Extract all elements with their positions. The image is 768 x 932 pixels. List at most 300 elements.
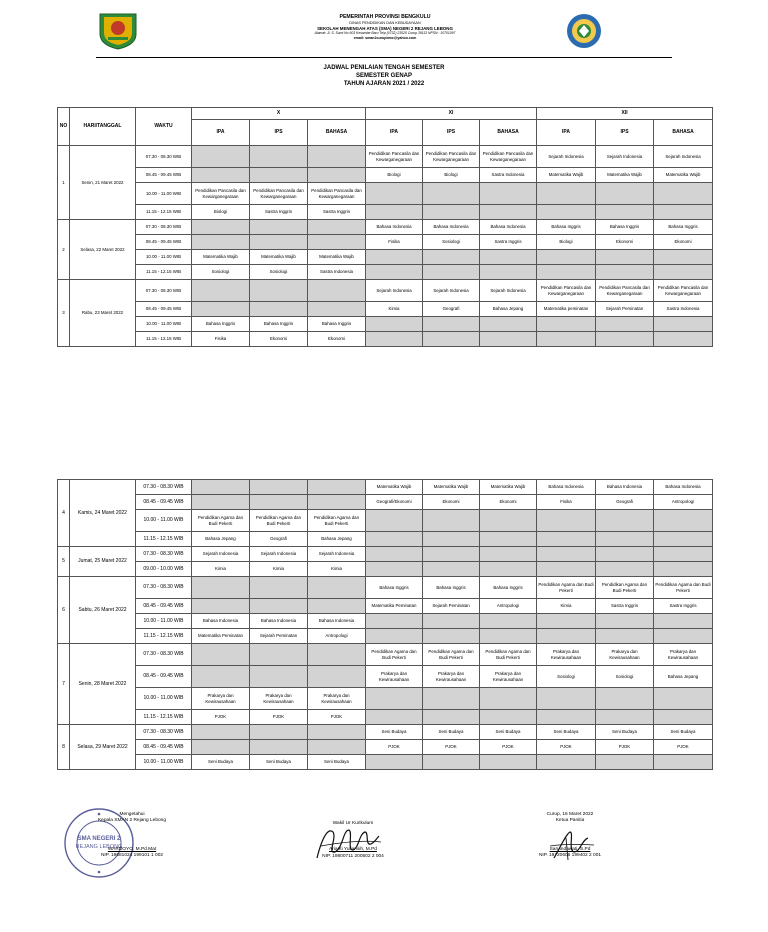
empty-slot [480, 317, 537, 332]
subject-cell: Biologi [366, 168, 423, 183]
header-no: NO [58, 108, 70, 146]
empty-slot [654, 317, 713, 332]
header-stream: IPA [537, 120, 596, 146]
empty-slot [192, 666, 250, 688]
subject-cell: Bahasa Indonesia [423, 220, 480, 235]
table-row [58, 629, 713, 644]
day-number: 7 [58, 644, 70, 725]
subject-cell: PJOK [192, 710, 250, 725]
empty-slot [654, 688, 713, 710]
empty-slot [192, 146, 250, 168]
subject-cell: Pendidikan Pancasila dan Kewarganegaraan [308, 183, 366, 205]
subject-cell: Geografi [423, 302, 480, 317]
subject-cell: Ekonomi [423, 495, 480, 510]
signature-role: Kepala SMAN 2 Rejang Lebong [97, 818, 166, 824]
subject-cell: Bahasa Inggris [423, 577, 480, 599]
header-class-xii: XII [537, 108, 713, 120]
letterhead [0, 8, 768, 58]
empty-slot [366, 562, 423, 577]
table-row [58, 220, 713, 235]
signatory-name: Arianti Yuliansih, M.Pd [329, 847, 377, 853]
empty-slot [308, 599, 366, 614]
subject-cell: Ekonomi [250, 332, 308, 347]
time-slot: 10.00 - 11.00 WIB [136, 688, 192, 710]
time-slot: 11.15 - 12.15 WIB [136, 332, 192, 347]
svg-text:REJANG LEBONG: REJANG LEBONG [75, 844, 123, 850]
signature-label: Mengetahui [119, 812, 145, 817]
empty-slot [192, 644, 250, 666]
empty-slot [654, 332, 713, 347]
empty-slot [654, 547, 713, 562]
subject-cell: Biologi [192, 205, 250, 220]
empty-slot [250, 666, 308, 688]
subject-cell: Pendidikan Pancasila dan Kewarganegaraan [192, 183, 250, 205]
empty-slot [654, 532, 713, 547]
signatory-name: Sari Indawati, S.Pd [549, 846, 591, 852]
table-row [58, 547, 713, 562]
subject-cell: Sejarah Indonesia [537, 146, 596, 168]
empty-slot [423, 629, 480, 644]
table-row [58, 725, 713, 740]
subject-cell: Biologi [537, 235, 596, 250]
subject-cell: Prakarya dan Kewirausahaan [480, 666, 537, 688]
subject-cell: Matematika Wajib [366, 480, 423, 495]
table-row [58, 205, 713, 220]
table-row [58, 480, 713, 495]
subject-cell: Sastra Indonesia [654, 302, 713, 317]
subject-cell: Kimia [537, 599, 596, 614]
empty-slot [366, 547, 423, 562]
empty-slot [308, 168, 366, 183]
school-address: Alamat: Jl. S. Sumi No 603 Kesambe Baru Telp (0732) 23525 Curup 39113 NPSN : 10701097 [314, 31, 456, 36]
header-stream: IPA [366, 120, 423, 146]
empty-slot [480, 532, 537, 547]
empty-slot [596, 317, 654, 332]
empty-slot [480, 629, 537, 644]
time-slot: 08.45 - 09.45 WIB [136, 235, 192, 250]
header-class-x: X [192, 108, 366, 120]
table-row [58, 265, 713, 280]
empty-slot [537, 265, 596, 280]
subject-cell: Bahasa Inggris [250, 317, 308, 332]
empty-slot [480, 183, 537, 205]
header-stream: BAHASA [308, 120, 366, 146]
subject-cell: Pendidikan Pancasila dan Kewarganegaraan [654, 280, 713, 302]
handwritten-signature-icon [548, 828, 598, 862]
empty-slot [596, 183, 654, 205]
empty-slot [250, 480, 308, 495]
table-row [58, 510, 713, 532]
header-stream: BAHASA [654, 120, 713, 146]
empty-slot [250, 725, 308, 740]
empty-slot [366, 332, 423, 347]
time-slot: 11.15 - 12.15 WIB [136, 710, 192, 725]
subject-cell: PJOK [423, 740, 480, 755]
subject-cell: Pendidikan Agama dan Budi Pekerti [596, 577, 654, 599]
subject-cell: Fisika [192, 332, 250, 347]
empty-slot [537, 183, 596, 205]
empty-slot [537, 688, 596, 710]
empty-slot [192, 577, 250, 599]
day-number: 4 [58, 480, 70, 547]
empty-slot [192, 495, 250, 510]
title-line-1: JADWAL PENILAIAN TENGAH SEMESTER [323, 65, 445, 71]
subject-cell: Seni Budaya [654, 725, 713, 740]
empty-slot [596, 688, 654, 710]
subject-cell: Ekonomi [308, 332, 366, 347]
subject-cell: Bahasa Indonesia [537, 480, 596, 495]
subject-cell: Bahasa Jepang [192, 532, 250, 547]
schedule-body-part-2 [58, 480, 713, 770]
empty-slot [480, 710, 537, 725]
empty-slot [250, 599, 308, 614]
subject-cell: Sastra Inggris [480, 235, 537, 250]
signature-block-principal [62, 812, 202, 860]
subject-cell: Matematika Wajib [192, 250, 250, 265]
subject-cell: Antropologi [654, 495, 713, 510]
subject-cell: Ekonomi [654, 235, 713, 250]
subject-cell: Sejarah Indonesia [192, 547, 250, 562]
subject-cell: Pendidikan Pancasila dan Kewarganegaraan [423, 146, 480, 168]
day-number: 6 [58, 577, 70, 644]
table-row [58, 317, 713, 332]
table-row [58, 332, 713, 347]
empty-slot [537, 629, 596, 644]
empty-slot [366, 205, 423, 220]
time-slot: 10.00 - 11.00 WIB [136, 510, 192, 532]
letterhead-text [220, 14, 550, 40]
empty-slot [537, 710, 596, 725]
subject-cell: Sosiologi [192, 265, 250, 280]
empty-slot [423, 710, 480, 725]
subject-cell: Biologi [423, 168, 480, 183]
subject-cell: Bahasa Jepang [480, 302, 537, 317]
empty-slot [250, 495, 308, 510]
empty-slot [480, 250, 537, 265]
subject-cell: Bahasa Indonesia [366, 220, 423, 235]
table-row [58, 740, 713, 755]
empty-slot [366, 317, 423, 332]
empty-slot [654, 614, 713, 629]
subject-cell: Sastra Inggris [654, 599, 713, 614]
empty-slot [480, 205, 537, 220]
department-name: DINAS PENDIDIKAN DAN KEBUDAYAAN [349, 20, 421, 25]
schedule-table-part-1 [57, 107, 713, 347]
day-date: Senin, 21 Maret 2022 [70, 146, 136, 220]
empty-slot [537, 250, 596, 265]
table-row [58, 710, 713, 725]
empty-slot [423, 265, 480, 280]
table-row [58, 644, 713, 666]
time-slot: 10.00 - 11.00 WIB [136, 317, 192, 332]
empty-slot [537, 614, 596, 629]
empty-slot [654, 562, 713, 577]
subject-cell: Sastra Inggris [308, 205, 366, 220]
subject-cell: Fisika [366, 235, 423, 250]
subject-cell: Sosiologi [250, 265, 308, 280]
empty-slot [423, 547, 480, 562]
schedule-body-part-1 [58, 146, 713, 347]
empty-slot [654, 265, 713, 280]
subject-cell: Sastra Inggris [596, 599, 654, 614]
empty-slot [423, 250, 480, 265]
time-slot: 07.30 - 08.30 WIB [136, 644, 192, 666]
schedule-header [58, 108, 713, 146]
table-row [58, 302, 713, 317]
province-logo-icon [96, 12, 140, 50]
empty-slot [308, 644, 366, 666]
subject-cell: Sejarah Indonesia [596, 146, 654, 168]
empty-slot [308, 480, 366, 495]
empty-slot [366, 688, 423, 710]
signature-role: Ketua Panitia [555, 818, 585, 824]
empty-slot [596, 547, 654, 562]
empty-slot [423, 205, 480, 220]
subject-cell: Pendidikan Agama dan Budi Pekerti [423, 644, 480, 666]
day-number: 5 [58, 547, 70, 577]
empty-slot [308, 495, 366, 510]
subject-cell: Prakarya dan Kewirausahaan [537, 644, 596, 666]
subject-cell: Prakarya dan Kewirausahaan [596, 644, 654, 666]
subject-cell: Antropologi [308, 629, 366, 644]
empty-slot [537, 510, 596, 532]
subject-cell: Seni Budaya [192, 755, 250, 770]
school-logo-icon [562, 12, 606, 50]
empty-slot [192, 220, 250, 235]
empty-slot [366, 710, 423, 725]
subject-cell: Geografi [250, 532, 308, 547]
empty-slot [366, 755, 423, 770]
subject-cell: Pendidikan Pancasila dan Kewarganegaraan [480, 146, 537, 168]
subject-cell: Seni Budaya [423, 725, 480, 740]
day-date: Selasa, 22 Maret 2022 [70, 220, 136, 280]
subject-cell: Bahasa Inggris [654, 220, 713, 235]
subject-cell: Seni Budaya [596, 725, 654, 740]
signatory-nip: NIP. 19681024 199101 1 002 [100, 853, 164, 859]
subject-cell: Prakarya dan Kewirausahaan [423, 666, 480, 688]
subject-cell: PJOK [596, 740, 654, 755]
empty-slot [308, 577, 366, 599]
signatory-name: WARDOYO, M.Pd.Mat [107, 846, 157, 852]
empty-slot [537, 532, 596, 547]
empty-slot [250, 280, 308, 302]
time-slot: 08.45 - 09.45 WIB [136, 666, 192, 688]
time-slot: 08.45 - 09.45 WIB [136, 740, 192, 755]
time-slot: 10.00 - 11.00 WIB [136, 183, 192, 205]
subject-cell: Geografi [596, 495, 654, 510]
time-slot: 07.30 - 08.30 WIB [136, 577, 192, 599]
empty-slot [596, 562, 654, 577]
empty-slot [366, 614, 423, 629]
letterhead-rule [96, 57, 672, 58]
subject-cell: Pendidikan Agama dan Budi Pekerti [250, 510, 308, 532]
empty-slot [250, 168, 308, 183]
time-slot: 11.15 - 12.15 WIB [136, 629, 192, 644]
subject-cell: Prakarya dan Kewirausahaan [654, 644, 713, 666]
subject-cell: Sejarah Indonesia [423, 280, 480, 302]
subject-cell: Kimia [192, 562, 250, 577]
subject-cell: Matematika Wajib [308, 250, 366, 265]
empty-slot [480, 614, 537, 629]
subject-cell: Sosiologi [596, 666, 654, 688]
time-slot: 11.15 - 12.15 WIB [136, 205, 192, 220]
day-date: Kamis, 24 Maret 2022 [70, 480, 136, 547]
subject-cell: Pendidikan Pancasila dan Kewarganegaraan [250, 183, 308, 205]
subject-cell: Bahasa Jepang [308, 532, 366, 547]
day-number: 3 [58, 280, 70, 347]
day-number: 8 [58, 725, 70, 770]
empty-slot [654, 629, 713, 644]
day-date: Selasa, 29 Maret 2022 [70, 725, 136, 770]
empty-slot [250, 235, 308, 250]
table-row [58, 183, 713, 205]
subject-cell: Sosiologi [537, 666, 596, 688]
subject-cell: Seni Budaya [308, 755, 366, 770]
empty-slot [480, 547, 537, 562]
day-number: 1 [58, 146, 70, 220]
subject-cell: PJOK [366, 740, 423, 755]
header-stream: IPS [596, 120, 654, 146]
signature-date: Curup, 16 Maret 2022 [546, 812, 594, 817]
empty-slot [654, 183, 713, 205]
table-row [58, 250, 713, 265]
empty-slot [596, 629, 654, 644]
time-slot: 08.45 - 09.45 WIB [136, 495, 192, 510]
subject-cell: Sastra Indonesia [480, 168, 537, 183]
subject-cell: Bahasa Indonesia [596, 480, 654, 495]
svg-text:SMA NEGERI 2: SMA NEGERI 2 [77, 836, 121, 842]
subject-cell: Pendidikan Agama dan Budi Pekerti [308, 510, 366, 532]
empty-slot [596, 510, 654, 532]
empty-slot [537, 205, 596, 220]
empty-slot [596, 710, 654, 725]
table-row [58, 532, 713, 547]
empty-slot [366, 629, 423, 644]
subject-cell: Prakarya dan Kewirausahaan [192, 688, 250, 710]
subject-cell: Prakarya dan Kewirausahaan [366, 666, 423, 688]
empty-slot [192, 740, 250, 755]
empty-slot [192, 280, 250, 302]
subject-cell: Sosiologi [423, 235, 480, 250]
empty-slot [192, 235, 250, 250]
subject-cell: Pendidikan Agama dan Budi Pekerti [480, 644, 537, 666]
subject-cell: Sejarah Indonesia [654, 146, 713, 168]
header-stream: BAHASA [480, 120, 537, 146]
subject-cell: Sastra Inggris [250, 205, 308, 220]
subject-cell: Matematika Wajib [423, 480, 480, 495]
subject-cell: Sastra Indonesia [308, 265, 366, 280]
subject-cell: Matematika Wajib [596, 168, 654, 183]
subject-cell: Seni Budaya [250, 755, 308, 770]
title-line-3: TAHUN AJARAN 2021 / 2022 [343, 81, 425, 88]
subject-cell: Bahasa Inggris [480, 577, 537, 599]
table-row [58, 495, 713, 510]
subject-cell: Bahasa Indonesia [250, 614, 308, 629]
header-stream: IPS [423, 120, 480, 146]
subject-cell: Seni Budaya [366, 725, 423, 740]
empty-slot [423, 317, 480, 332]
empty-slot [423, 183, 480, 205]
subject-cell: Bahasa Indonesia [480, 220, 537, 235]
empty-slot [250, 577, 308, 599]
time-slot: 11.15 - 12.15 WIB [136, 532, 192, 547]
empty-slot [366, 183, 423, 205]
school-name: SEKOLAH MENENGAH ATAS (SMA) NEGERI 2 REJANG LEBONG [317, 25, 453, 31]
subject-cell: Geografi/Ekonomi [366, 495, 423, 510]
table-row [58, 666, 713, 688]
empty-slot [654, 205, 713, 220]
empty-slot [250, 644, 308, 666]
time-slot: 10.00 - 11.00 WIB [136, 250, 192, 265]
handwritten-signature-icon [313, 824, 383, 862]
subject-cell: Matematika Wajib [537, 168, 596, 183]
empty-slot [654, 755, 713, 770]
signature-role: Wakil Ur Kurikulum [332, 821, 374, 826]
subject-cell: Pendidikan Pancasila dan Kewarganegaraan [366, 146, 423, 168]
subject-cell: Prakarya dan Kewirausahaan [308, 688, 366, 710]
empty-slot [596, 755, 654, 770]
day-date: Jumat, 25 Maret 2022 [70, 547, 136, 577]
table-row [58, 755, 713, 770]
subject-cell: Bahasa Inggris [537, 220, 596, 235]
table-row [58, 614, 713, 629]
empty-slot [192, 480, 250, 495]
table-row [58, 235, 713, 250]
empty-slot [192, 302, 250, 317]
empty-slot [308, 725, 366, 740]
subject-cell: Sejarah Peminatan [423, 599, 480, 614]
empty-slot [537, 332, 596, 347]
empty-slot [308, 280, 366, 302]
subject-cell: Pendidikan Agama dan Budi Pekerti [192, 510, 250, 532]
subject-cell: Bahasa Indonesia [308, 614, 366, 629]
day-date: Sabtu, 26 Maret 2022 [70, 577, 136, 644]
empty-slot [308, 220, 366, 235]
time-slot: 08.45 - 09.45 WIB [136, 599, 192, 614]
table-row [58, 688, 713, 710]
empty-slot [596, 532, 654, 547]
title-line-2: SEMESTER GENAP [355, 73, 412, 80]
subject-cell: Sejarah Peminatan [596, 302, 654, 317]
header-stream: IPS [250, 120, 308, 146]
empty-slot [308, 302, 366, 317]
subject-cell: Pendidikan Agama dan Budi Pekerti [366, 644, 423, 666]
table-row [58, 146, 713, 168]
time-slot: 09.00 - 10.00 WIB [136, 562, 192, 577]
subject-cell: Matematika Wajib [480, 480, 537, 495]
subject-cell: Seni Budaya [537, 725, 596, 740]
empty-slot [423, 332, 480, 347]
empty-slot [654, 510, 713, 532]
subject-cell: Antropologi [480, 599, 537, 614]
subject-cell: Sejarah Indonesia [366, 280, 423, 302]
empty-slot [366, 532, 423, 547]
subject-cell: Fisika [537, 495, 596, 510]
time-slot: 10.00 - 11.00 WIB [136, 614, 192, 629]
day-date: Senin, 28 Maret 2022 [70, 644, 136, 725]
subject-cell: Matematika Wajib [250, 250, 308, 265]
subject-cell: PJOK [654, 740, 713, 755]
empty-slot [423, 755, 480, 770]
empty-slot [480, 265, 537, 280]
subject-cell: Sejarah Indonesia [250, 547, 308, 562]
empty-slot [537, 317, 596, 332]
empty-slot [192, 599, 250, 614]
subject-cell: PJOK [250, 710, 308, 725]
empty-slot [537, 755, 596, 770]
empty-slot [423, 614, 480, 629]
header-time: WAKTU [136, 108, 192, 146]
